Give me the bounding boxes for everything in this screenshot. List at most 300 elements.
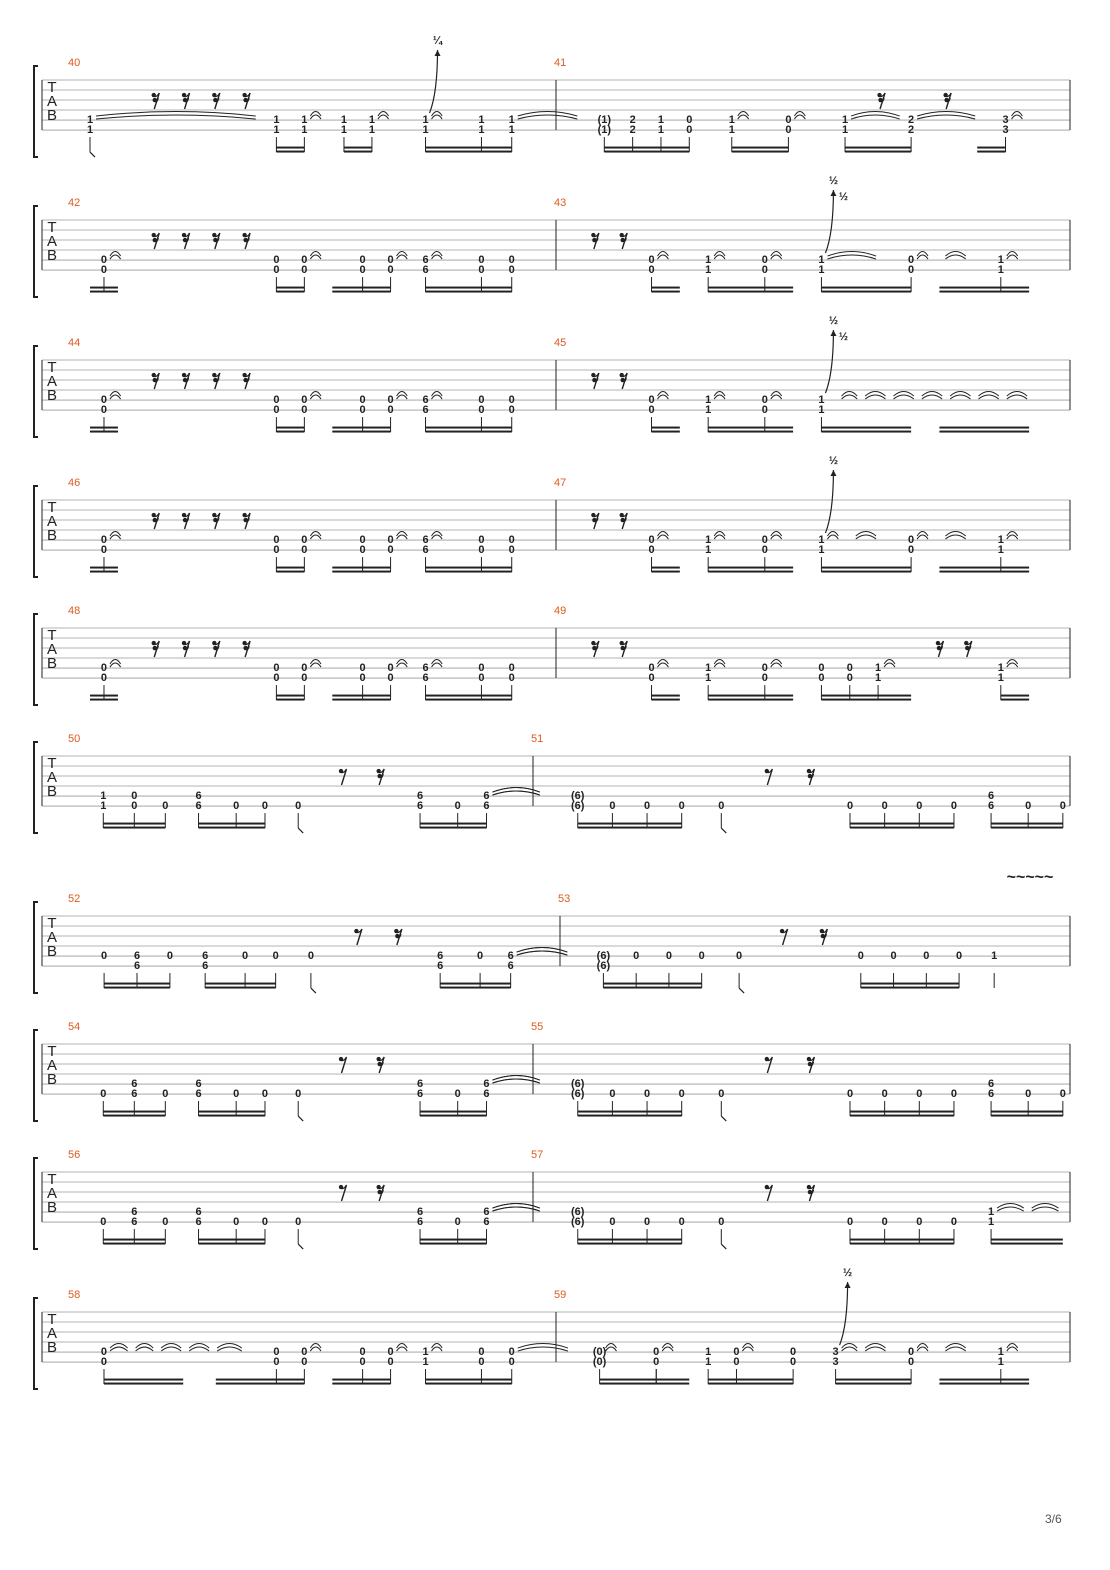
measure — [531, 1021, 1066, 1121]
note-stack — [509, 1346, 515, 1384]
fret-number: 0 — [478, 544, 485, 557]
tie-arc — [1007, 395, 1027, 399]
fret-number: 0 — [301, 404, 308, 417]
fret-number: 6 — [202, 950, 209, 963]
beam — [426, 1383, 512, 1385]
beam — [652, 431, 680, 433]
fret-number: 0 — [761, 264, 768, 277]
beam — [977, 151, 1005, 153]
tie-arc — [714, 255, 725, 259]
fret-number: 0 — [261, 1088, 269, 1101]
note-stack — [571, 1078, 585, 1116]
fret-number: 1 — [422, 1356, 429, 1369]
note-stack — [762, 662, 768, 700]
note-stack — [729, 114, 735, 152]
beam — [276, 699, 304, 701]
tie-arc — [110, 255, 121, 259]
fret-number: 0 — [846, 672, 853, 685]
fret-number: 1 — [273, 124, 280, 137]
beam — [426, 431, 512, 433]
fret-number: 1 — [705, 254, 712, 267]
fret-number: 0 — [387, 534, 394, 547]
note-stack — [736, 950, 744, 993]
fret-number: 6 — [195, 1088, 202, 1101]
fret-number: 0 — [761, 544, 768, 557]
beam — [332, 699, 390, 701]
beam — [276, 291, 304, 293]
fret-number: 0 — [908, 534, 915, 547]
note-stack — [1002, 114, 1008, 152]
note-stack — [388, 254, 394, 292]
note-stack — [195, 1206, 201, 1244]
note-stack — [422, 35, 442, 152]
note-stack — [991, 950, 997, 988]
beam — [420, 1243, 486, 1245]
beam — [845, 151, 911, 153]
beam — [652, 571, 680, 573]
rest-symbol — [807, 769, 815, 785]
tie-arc — [378, 115, 389, 119]
tie-arc — [658, 663, 669, 667]
fret-number: 0 — [273, 534, 280, 547]
tie-arc — [310, 115, 321, 119]
tie-arc — [310, 395, 321, 399]
note-stack — [422, 662, 428, 700]
tie-arc — [945, 1347, 965, 1351]
bend-arrow — [825, 470, 833, 533]
measure-number: 54 — [68, 1021, 81, 1033]
fret-number: 6 — [202, 960, 209, 973]
rest-symbol — [376, 769, 384, 785]
beam — [578, 823, 682, 825]
beam — [652, 287, 680, 289]
beam — [652, 699, 680, 701]
measure — [68, 197, 515, 293]
note-stack — [908, 254, 914, 292]
note-stack — [762, 254, 768, 292]
fret-number: 6 — [483, 1088, 490, 1101]
fret-number: 0 — [1059, 1088, 1066, 1101]
note-stack — [998, 662, 1004, 700]
fret-number: (6) — [571, 1206, 585, 1219]
fret-number: 0 — [100, 404, 108, 417]
beam — [578, 1115, 682, 1117]
fret-number: 0 — [100, 662, 108, 675]
fret-number: 1 — [368, 114, 375, 127]
beam — [426, 1379, 512, 1381]
note-stack — [477, 950, 483, 988]
fret-number: 6 — [416, 1206, 424, 1219]
fret-number: 0 — [242, 950, 249, 963]
beam — [1001, 699, 1029, 701]
note-stack — [593, 1346, 607, 1384]
note-stack — [417, 790, 423, 828]
beam — [276, 431, 304, 433]
fret-number: 1 — [705, 394, 712, 407]
tab-clef-letter: B — [46, 783, 58, 800]
fret-number: 0 — [478, 672, 485, 685]
measure-number: 42 — [68, 197, 81, 209]
beam — [836, 1383, 912, 1385]
note-stack — [847, 662, 853, 700]
fret-number: 1 — [818, 544, 825, 557]
note-stack — [422, 394, 428, 432]
measure — [68, 893, 567, 993]
fret-number: 0 — [908, 264, 915, 277]
fret-number: 0 — [916, 1088, 923, 1101]
fret-number: 0 — [1025, 800, 1032, 813]
tie-arc — [1007, 1347, 1018, 1351]
fret-number: 6 — [195, 800, 202, 813]
tab-system — [34, 315, 1070, 437]
fret-number: 1 — [997, 1346, 1004, 1359]
note-stack — [998, 534, 1004, 572]
fret-number: 0 — [301, 254, 308, 267]
fret-number: 1 — [508, 124, 515, 137]
note-stack — [718, 1216, 726, 1249]
fret-number: 0 — [387, 394, 394, 407]
measure — [554, 455, 1029, 573]
fret-number: 6 — [422, 394, 429, 407]
bend-label: ½ — [843, 1267, 853, 1279]
fret-number: 0 — [273, 1346, 280, 1359]
beam — [861, 987, 959, 989]
note-stack — [360, 1346, 366, 1384]
system-bracket — [34, 1030, 38, 1121]
fret-number: 0 — [387, 662, 394, 675]
fret-number: 0 — [609, 1088, 616, 1101]
rest-symbol — [212, 641, 220, 657]
fret-number: 1 — [422, 1346, 429, 1359]
fret-number: 1 — [991, 950, 998, 963]
fret-number: 6 — [422, 672, 429, 685]
fret-number: 0 — [508, 1346, 515, 1359]
tab-system — [34, 605, 1070, 705]
note-stack — [417, 1078, 423, 1116]
fret-number: 6 — [416, 790, 424, 803]
note-stack — [988, 790, 994, 828]
fret-number: 0 — [736, 950, 743, 963]
measure-number: 43 — [554, 197, 567, 209]
page-number: 3/6 — [1045, 1512, 1062, 1526]
rest-symbol — [820, 929, 828, 945]
fret-number: 0 — [508, 672, 515, 685]
fret-number: 0 — [162, 1216, 169, 1229]
fret-number: 2 — [908, 124, 915, 137]
fret-number: 0 — [686, 124, 693, 137]
fret-number: 0 — [273, 264, 280, 277]
beam — [604, 151, 689, 153]
fret-number: 6 — [483, 790, 490, 803]
measure — [68, 605, 515, 701]
beam — [420, 1239, 486, 1241]
beam — [426, 699, 512, 701]
vibrato-mark: ~~~~~ — [1006, 869, 1054, 886]
fret-number: (6) — [571, 1216, 585, 1229]
beam — [420, 823, 486, 825]
tab-clef-letter: A — [46, 373, 58, 390]
fret-number: (6) — [571, 790, 585, 803]
note-stack — [295, 800, 303, 833]
fret-number: 0 — [846, 1088, 854, 1101]
note-stack — [633, 950, 639, 988]
note-stack — [571, 790, 585, 828]
rest-symbol — [394, 929, 402, 945]
fret-number: 2 — [629, 124, 636, 137]
note-stack — [273, 254, 279, 292]
fret-number: 6 — [422, 404, 429, 417]
note-stack — [508, 950, 514, 988]
measure — [68, 35, 577, 157]
fret-number: 0 — [100, 544, 108, 557]
fret-number: 0 — [790, 1346, 797, 1359]
tie-arc — [978, 395, 998, 399]
fret-number: 0 — [508, 1356, 515, 1369]
note-flag — [298, 1244, 303, 1249]
note-stack — [658, 114, 664, 152]
rest-symbol — [339, 769, 347, 785]
measure — [554, 175, 1029, 293]
system-bracket — [34, 614, 38, 705]
fret-number: 0 — [359, 254, 366, 267]
fret-number: 0 — [890, 950, 897, 963]
fret-number: 0 — [508, 534, 515, 547]
note-stack — [648, 394, 654, 432]
fret-number: 0 — [273, 254, 280, 267]
tab-clef-letter: B — [46, 387, 58, 404]
tie-arc — [856, 535, 876, 539]
note-stack — [509, 662, 515, 700]
fret-number: 0 — [359, 394, 366, 407]
fret-number: 6 — [131, 1216, 138, 1229]
rest-symbol — [339, 1057, 347, 1073]
fret-number: 6 — [133, 950, 141, 963]
tie-arc — [714, 395, 725, 399]
fret-number: 0 — [761, 662, 768, 675]
fret-number: 3 — [1002, 124, 1009, 137]
fret-number: 6 — [416, 800, 424, 813]
fret-number: 2 — [629, 114, 636, 127]
note-stack — [705, 534, 711, 572]
tie-arc — [518, 1347, 568, 1351]
beam — [276, 571, 304, 573]
tab-clef-letter: B — [46, 1199, 58, 1216]
system-bracket — [34, 206, 38, 297]
fret-number: 6 — [483, 1206, 490, 1219]
note-stack — [648, 254, 654, 292]
beam — [821, 571, 911, 573]
tie-arc — [771, 395, 782, 399]
beam — [344, 151, 372, 153]
measure-number: 56 — [68, 1149, 81, 1161]
fret-number: 0 — [100, 264, 108, 277]
tie-arc — [950, 395, 970, 399]
fret-number: 0 — [295, 1216, 302, 1229]
note-stack — [202, 950, 208, 988]
beam — [426, 695, 512, 697]
beam — [821, 427, 911, 429]
fret-number: 0 — [295, 1088, 302, 1101]
beam — [861, 983, 959, 985]
fret-number: 0 — [648, 254, 655, 267]
beam — [199, 1243, 265, 1245]
fret-number: 0 — [295, 800, 302, 813]
fret-number: 0 — [454, 800, 461, 813]
fret-number: 1 — [422, 124, 429, 137]
note-stack — [718, 1088, 726, 1121]
fret-number: 0 — [916, 800, 923, 813]
fret-number: 0 — [648, 544, 655, 557]
tie-arc — [1007, 255, 1018, 259]
fret-number: 0 — [233, 800, 240, 813]
beam — [332, 567, 390, 569]
measure — [68, 733, 540, 833]
rest-symbol — [152, 373, 160, 389]
note-stack — [762, 394, 768, 432]
beam — [732, 147, 789, 149]
tie-arc — [884, 663, 895, 667]
fret-number: 0 — [718, 1088, 725, 1101]
note-stack — [101, 662, 107, 700]
beam — [276, 695, 304, 697]
fret-number: 6 — [416, 1078, 424, 1091]
note-stack — [360, 662, 366, 700]
beam — [426, 287, 512, 289]
rest-symbol — [182, 513, 190, 529]
system-bracket — [34, 1298, 38, 1389]
fret-number: 0 — [273, 394, 280, 407]
fret-number: 0 — [261, 1216, 269, 1229]
bend-label: ½ — [828, 315, 839, 327]
rest-symbol — [620, 233, 628, 249]
bend-label: ¼ — [432, 35, 443, 47]
measure — [558, 893, 997, 993]
tie-arc — [917, 535, 928, 539]
note-stack — [301, 114, 307, 152]
fret-number: 6 — [422, 662, 429, 675]
fret-number: 1 — [997, 672, 1004, 685]
note-stack — [818, 315, 848, 432]
beam — [440, 983, 511, 985]
beam — [708, 699, 793, 701]
fret-number: (1) — [597, 124, 612, 137]
beam — [821, 567, 911, 569]
fret-number: 0 — [359, 264, 366, 277]
note-flag — [298, 828, 303, 833]
fret-number: 6 — [988, 1088, 995, 1101]
fret-number: 6 — [131, 1206, 138, 1219]
note-stack — [134, 950, 140, 988]
note-stack — [273, 114, 279, 152]
fret-number: 1 — [728, 114, 735, 127]
fret-number: 0 — [698, 950, 705, 963]
tie-arc — [310, 535, 321, 539]
system-bracket — [34, 1158, 38, 1249]
tie-arc — [714, 663, 725, 667]
beam — [708, 695, 793, 697]
tab-clef-letter: T — [47, 755, 57, 772]
measure-number: 52 — [68, 893, 81, 905]
fret-number: 0 — [301, 1346, 308, 1359]
note-stack — [705, 662, 711, 700]
rest-symbol — [620, 373, 628, 389]
measure-number: 58 — [68, 1289, 81, 1301]
note-stack — [478, 534, 484, 572]
fret-number: 1 — [705, 672, 712, 685]
fret-number: 0 — [881, 800, 888, 813]
tie-arc — [851, 115, 900, 119]
beam — [420, 1111, 486, 1113]
fret-number: 6 — [988, 800, 995, 813]
beam — [652, 567, 680, 569]
beam — [426, 567, 512, 569]
fret-number: 1 — [301, 124, 308, 137]
fret-number: 0 — [881, 1216, 888, 1229]
note-stack — [509, 534, 515, 572]
tie-arc — [842, 395, 858, 399]
bend-arrow — [825, 190, 833, 253]
fret-number: (6) — [596, 960, 611, 973]
measure — [531, 733, 1066, 833]
rest-symbol — [591, 373, 599, 389]
beam — [604, 147, 689, 149]
fret-number: 1 — [705, 534, 712, 547]
tie-arc — [842, 1347, 858, 1351]
beam — [426, 571, 512, 573]
tie-arc — [662, 1347, 673, 1351]
fret-number: 3 — [832, 1346, 839, 1359]
fret-number: 1 — [875, 672, 882, 685]
fret-number: 1 — [728, 124, 735, 137]
note-flag — [298, 1116, 303, 1121]
note-stack — [666, 950, 672, 988]
measure-number: 55 — [531, 1021, 544, 1033]
note-stack — [818, 662, 824, 700]
note-stack — [388, 534, 394, 572]
note-stack — [509, 254, 515, 292]
beam — [708, 291, 793, 293]
note-stack — [478, 662, 484, 700]
bend-arrowhead — [830, 470, 836, 476]
note-stack — [101, 1346, 107, 1384]
fret-number: 0 — [233, 1088, 240, 1101]
fret-number: 0 — [301, 1356, 308, 1369]
fret-number: 0 — [273, 544, 280, 557]
note-stack — [478, 114, 484, 152]
tie-arc — [997, 1207, 1024, 1211]
beam — [708, 431, 793, 433]
fret-number: 0 — [454, 1088, 461, 1101]
beam — [850, 827, 954, 829]
beam — [652, 427, 680, 429]
fret-number: 1 — [705, 544, 712, 557]
beam — [821, 695, 911, 697]
fret-number: 0 — [609, 800, 616, 813]
fret-number: 1 — [997, 544, 1004, 557]
fret-number: 0 — [761, 404, 768, 417]
fret-number: 0 — [648, 662, 655, 675]
rest-symbol — [182, 93, 190, 109]
fret-number: 0 — [761, 534, 768, 547]
tab-clef-letter: B — [46, 107, 58, 124]
tab-clef-letter: A — [46, 513, 58, 530]
fret-number: 0 — [678, 1216, 685, 1229]
rest-symbol — [591, 513, 599, 529]
tab-system — [34, 1021, 1070, 1121]
note-stack — [733, 1346, 739, 1384]
fret-number: 0 — [733, 1346, 740, 1359]
fret-number: 1 — [988, 1206, 995, 1219]
